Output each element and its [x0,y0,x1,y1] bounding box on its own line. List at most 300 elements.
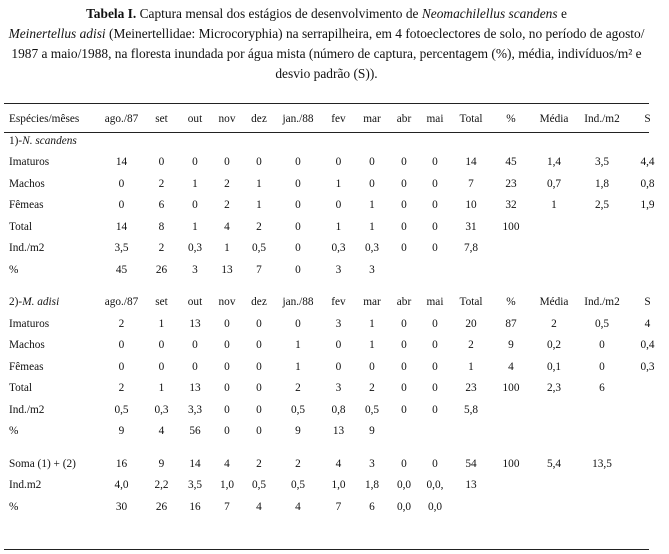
table-cell: 0,5 [251,479,267,492]
table-cell: 0 [335,199,342,212]
table-cell: 0 [256,425,262,438]
table-row [4,195,669,217]
table-cell: 0,3 [364,242,380,255]
table-cell: 0 [432,382,438,395]
caption-text-1: Captura mensal dos estágios de desenvolvimento de [136,6,422,21]
table-cell [388,259,420,281]
row-label: Imaturos [9,156,50,169]
table-cell: 0 [401,317,407,330]
caption-species-2: Meinertellus adisi [8,26,106,41]
table-cell: 0 [192,339,198,352]
caption-species-1: Neomachilellus scandens [421,6,558,21]
table-cell: 2 [369,382,375,395]
table-cell [626,421,669,443]
table-row [4,496,669,518]
table-cell [530,421,578,443]
table-cell: 4 [508,360,514,373]
table-cell [578,399,626,421]
table-cell: 2,2 [154,479,169,492]
table-cell: 0,0 [427,500,443,513]
table-cell: 14 [189,457,201,470]
table-cell: 0 [335,339,342,352]
section-header-cell: fev [331,296,346,309]
table-cell: 0 [295,156,301,169]
table-cell: 0 [369,360,375,373]
section-header-cell: % [506,296,516,309]
table-row [4,475,669,497]
table-cell: 13 [332,425,345,438]
section-header-cell: out [187,296,203,309]
section-header-cell: Ind./m2 [584,296,620,309]
table-cell: 4 [295,500,301,513]
table-cell: 1 [369,339,375,352]
table-cell: 3,3 [187,403,203,416]
table-cell [492,238,530,260]
table-cell: 0 [295,317,301,330]
section-species: N. scandens [22,134,77,147]
table-cell [626,453,669,475]
table-cell: 0,2 [546,339,562,352]
table-cell: 2 [256,457,262,470]
table-cell [578,421,626,443]
table-row [4,378,669,400]
table-cell: 16 [189,500,201,513]
table-cell: 0,5 [594,317,610,330]
table-cell: 5,4 [546,457,562,470]
section-title [4,130,99,152]
table-cell: 2 [224,199,230,212]
table-cell [530,475,578,497]
table-cell: 100 [502,457,520,470]
table-cell: 0 [401,360,407,373]
table-cell: 13,5 [592,457,612,470]
table-cell: 0 [256,339,262,352]
table-cell: 1,0 [219,479,235,492]
table-cell: 0 [224,317,230,330]
table-row [4,453,669,475]
row-label: Imaturos [9,317,50,330]
table-cell: 3 [369,263,375,276]
table-cell: 1 [335,177,342,190]
table-cell: 100 [502,382,520,395]
caption-text-3: (Meinertellidae: Microcoryphia) na serrapilheira, em 4 fotoeclectores de solo, no período de agosto/ 1987 a maio/1988, na floresta inundada por água mista (número de captura, percentagem (%), média, indivíduos/m² e desvio padrão (S)). [11,26,645,81]
table-cell: 14 [115,156,128,169]
table-cell: 9 [158,457,165,470]
table-cell: 45 [115,263,128,276]
table-cell: 0 [256,360,262,373]
table-cell: 9 [295,425,301,438]
table-cell: 1 [468,360,474,373]
table-cell: 1 [551,199,557,212]
table-cell: 3 [192,263,198,276]
section-title [4,292,99,314]
caption-text-2: e [557,6,567,21]
table-cell: 32 [505,199,517,212]
table-cell: 10 [465,199,477,212]
section-header-cell: ago./87 [104,296,139,309]
section-title-row [4,130,669,152]
table-cell [626,399,669,421]
table-cell: 1,8 [594,177,610,190]
table-cell: 9 [508,339,514,352]
table-cell [530,238,578,260]
table-cell [626,259,669,281]
table-row [4,152,669,174]
table-cell: 4 [158,425,165,438]
table-cell: 0 [295,220,301,233]
table-cell [626,216,669,238]
table-cell: 0 [599,339,605,352]
table-cell: 0 [158,339,165,352]
row-label: Fêmeas [9,360,44,373]
table-cell: 4 [256,500,262,513]
table-cell: 13 [221,263,233,276]
table-cell: 2,3 [546,382,562,395]
table-cell [578,216,626,238]
table-cell: 0 [432,199,438,212]
column-header: fev [331,113,346,125]
section-title-row [4,292,669,314]
section-header-cell: dez [251,296,267,309]
table-cell: 4 [644,317,651,330]
bottom-rule [4,549,649,550]
column-header: Ind./m2 [584,113,620,125]
column-header: mar [363,113,381,125]
table-cell: 4 [224,220,230,233]
top-rule [4,103,649,104]
table-cell: 0,4 [640,339,655,352]
table-cell: 8 [158,220,165,233]
table-cell: 1 [224,242,230,255]
row-label: Machos [9,339,45,352]
table-cell: 0 [401,177,407,190]
table-cell: 0,3 [331,242,346,255]
table-cell [626,238,669,260]
table-cell: 0,5 [364,403,380,416]
table-cell: 7 [468,177,474,190]
section-header-cell: mar [363,296,381,309]
table-cell: 0 [256,156,262,169]
table-cell [492,421,530,443]
table-cell: 0 [224,156,230,169]
table-cell: 1 [192,177,198,190]
section-species: M. adisi [22,296,60,309]
table-cell: 5,8 [463,403,479,416]
table-cell: 0,5 [290,403,306,416]
table-cell: 54 [465,457,477,470]
section-header-cell: abr [396,296,412,309]
table-cell: 0 [335,360,342,373]
table-cell: 0 [401,403,407,416]
column-header: Média [539,113,569,125]
table-caption [4,4,649,84]
table-cell: 0 [335,156,342,169]
table-cell: 0 [295,263,301,276]
column-header: % [506,113,516,125]
table-cell: 87 [505,317,517,330]
table-cell [578,259,626,281]
table-cell [578,475,626,497]
table-cell: 0 [432,360,438,373]
table-cell: 0,0, [426,479,444,492]
table-cell: 1 [369,317,375,330]
table-cell [530,496,578,518]
table-cell: 13 [465,479,477,492]
table-cell: 14 [115,220,128,233]
table-cell: 14 [465,156,477,169]
table-cell: 4 [224,457,230,470]
table-row [4,421,669,443]
table-cell: 0 [401,242,407,255]
section-number: 1)- [9,134,23,147]
table-cell: 0 [224,382,230,395]
table-cell: 0 [224,339,230,352]
table-cell: 0,3 [640,360,655,373]
table-cell: 7 [224,500,230,513]
table-cell: 4,4 [640,156,655,169]
table-cell [626,496,669,518]
table-cell: 3 [335,382,342,395]
table-cell: 0,5 [290,479,306,492]
table-cell: 0 [158,360,165,373]
table-cell: 0,5 [114,403,129,416]
table-cell: 0 [432,220,438,233]
table-cell: 13 [189,382,201,395]
table-cell [450,496,492,518]
column-header: Espécies/mêses [9,113,80,125]
table-cell: 2 [256,220,262,233]
section-spacer [4,442,669,453]
section-header-cell: Média [539,296,569,309]
table-cell: 0 [401,457,407,470]
table-cell [420,259,450,281]
table-cell: 1 [295,339,301,352]
table-cell: 2,5 [594,199,610,212]
table-cell: 2 [224,177,230,190]
table-cell: 3 [335,263,342,276]
table-cell: 16 [115,457,128,470]
table-cell: 0,7 [546,177,562,190]
table-cell: 0 [118,177,125,190]
table-cell [492,496,530,518]
column-header-row [4,108,669,130]
table-cell: 13 [189,317,201,330]
table-cell: 0 [401,339,407,352]
table-row [4,173,669,195]
table-cell: 3,5 [187,479,203,492]
table-cell: 0 [369,177,375,190]
table-cell: 0 [432,177,438,190]
table-cell: 0 [192,199,198,212]
column-header: S [644,113,651,125]
section-header-cell: nov [218,296,236,309]
table-cell: 0 [401,220,407,233]
column-header: ago./87 [104,113,139,125]
table-cell: 0 [432,457,438,470]
row-label: % [9,425,19,438]
table-cell: 0 [118,199,125,212]
section-header-cell: jan./88 [282,296,314,309]
table-cell: 2 [295,382,301,395]
column-header: nov [218,113,236,125]
table-cell: 0 [295,242,301,255]
table-cell: 0 [224,403,230,416]
table-cell: 1,0 [331,479,346,492]
table-cell: 1 [369,220,375,233]
table-cell: 7 [335,500,342,513]
table-cell: 0 [401,156,407,169]
table-cell: 56 [189,425,201,438]
table-cell: 0 [369,156,375,169]
table-cell: 0 [295,177,301,190]
table-cell: 0 [192,156,198,169]
table-cell: 30 [115,500,128,513]
table-cell: 3,5 [594,156,610,169]
table-cell: 2 [118,382,125,395]
table-cell: 26 [155,263,168,276]
column-header: jan./88 [282,113,314,125]
table-cell: 6 [158,199,165,212]
capture-table [4,108,669,518]
section-number: 2)- [9,296,23,309]
table-cell: 0,3 [154,403,169,416]
row-label: % [9,500,19,513]
table-cell [492,399,530,421]
table-cell: 2 [295,457,301,470]
table-cell: 0 [256,403,262,416]
table-cell: 100 [502,220,520,233]
table-cell: 0 [401,199,407,212]
table-cell: 2 [118,317,125,330]
table-cell: 2 [468,339,474,352]
table-cell: 0,8 [331,403,346,416]
row-label: Ind./m2 [9,242,45,255]
table-cell: 4,0 [114,479,129,492]
section-header-cell: S [644,296,651,309]
table-cell: 0,5 [251,242,267,255]
table-cell: 2 [551,317,557,330]
column-header: mai [426,113,444,125]
table-cell: 31 [465,220,477,233]
table-row [4,399,669,421]
section-spacer [4,281,669,292]
table-cell: 0 [256,317,262,330]
section-header-cell: Total [459,296,483,309]
table-cell [530,259,578,281]
table-cell: 23 [465,382,477,395]
table-cell: 3 [335,317,342,330]
table-cell: 1 [256,199,262,212]
table-cell: 45 [505,156,517,169]
table-cell: 0 [158,156,165,169]
column-header: abr [396,113,412,125]
section-header-cell: set [155,296,168,309]
table-cell: 0 [256,382,262,395]
table-cell [492,475,530,497]
table-cell: 0,0 [396,500,412,513]
row-label: Total [9,220,33,233]
table-cell: 1 [256,177,262,190]
column-header: set [155,113,168,125]
table-row [4,216,669,238]
table-cell: 0 [192,360,198,373]
table-cell: 9 [118,425,125,438]
table-cell: 20 [465,317,477,330]
table-cell [388,421,420,443]
table-cell: 0 [224,360,230,373]
table-cell: 0 [118,339,125,352]
table-cell: 0,1 [546,360,562,373]
table-cell: 1 [158,382,165,395]
table-cell [450,421,492,443]
table-cell: 9 [369,425,375,438]
table-cell: 1,9 [640,199,655,212]
table-cell: 26 [155,500,168,513]
column-header: out [187,113,203,125]
table-row [4,356,669,378]
table-row [4,238,669,260]
table-cell [420,421,450,443]
table-cell: 1 [158,317,165,330]
table-cell: 7 [256,263,262,276]
caption-label: Tabela I. [86,6,137,21]
row-label: Soma (1) + (2) [9,457,76,470]
row-label: Ind.m2 [9,479,42,492]
column-header: dez [251,113,267,125]
table-cell [492,259,530,281]
table-cell: 1,8 [364,479,380,492]
table-row [4,335,669,357]
table-row [4,313,669,335]
table-cell: 0 [432,242,438,255]
table-cell: 0 [599,360,605,373]
row-label: % [9,263,19,276]
table-cell: 6 [369,500,375,513]
table-cell [626,378,669,400]
table-row [4,259,669,281]
table-cell: 4 [335,457,342,470]
row-label: Fêmeas [9,199,44,212]
table-cell: 0 [432,339,438,352]
table-cell: 2 [158,242,165,255]
table-cell: 0 [432,317,438,330]
table-cell: 0,0 [396,479,412,492]
table-cell [530,399,578,421]
table-cell: 0 [432,156,438,169]
table-cell: 1 [335,220,342,233]
row-label: Ind./m2 [9,403,45,416]
table-cell: 7,8 [463,242,479,255]
table-cell: 0,8 [640,177,655,190]
table-cell [530,216,578,238]
table-cell: 0 [432,403,438,416]
table-cell: 0 [224,425,230,438]
table-cell: 3 [369,457,375,470]
column-header: Total [459,113,483,125]
table-cell: 2 [158,177,165,190]
table-cell [578,238,626,260]
table-cell: 1,4 [546,156,562,169]
section-header-cell: mai [426,296,444,309]
table-cell: 3,5 [114,242,129,255]
table-cell: 6 [599,382,605,395]
table-cell: 0 [118,360,125,373]
table-cell [626,475,669,497]
row-label: Machos [9,177,45,190]
table-cell: 0,3 [187,242,203,255]
table-cell: 1 [369,199,375,212]
table-cell: 1 [192,220,198,233]
